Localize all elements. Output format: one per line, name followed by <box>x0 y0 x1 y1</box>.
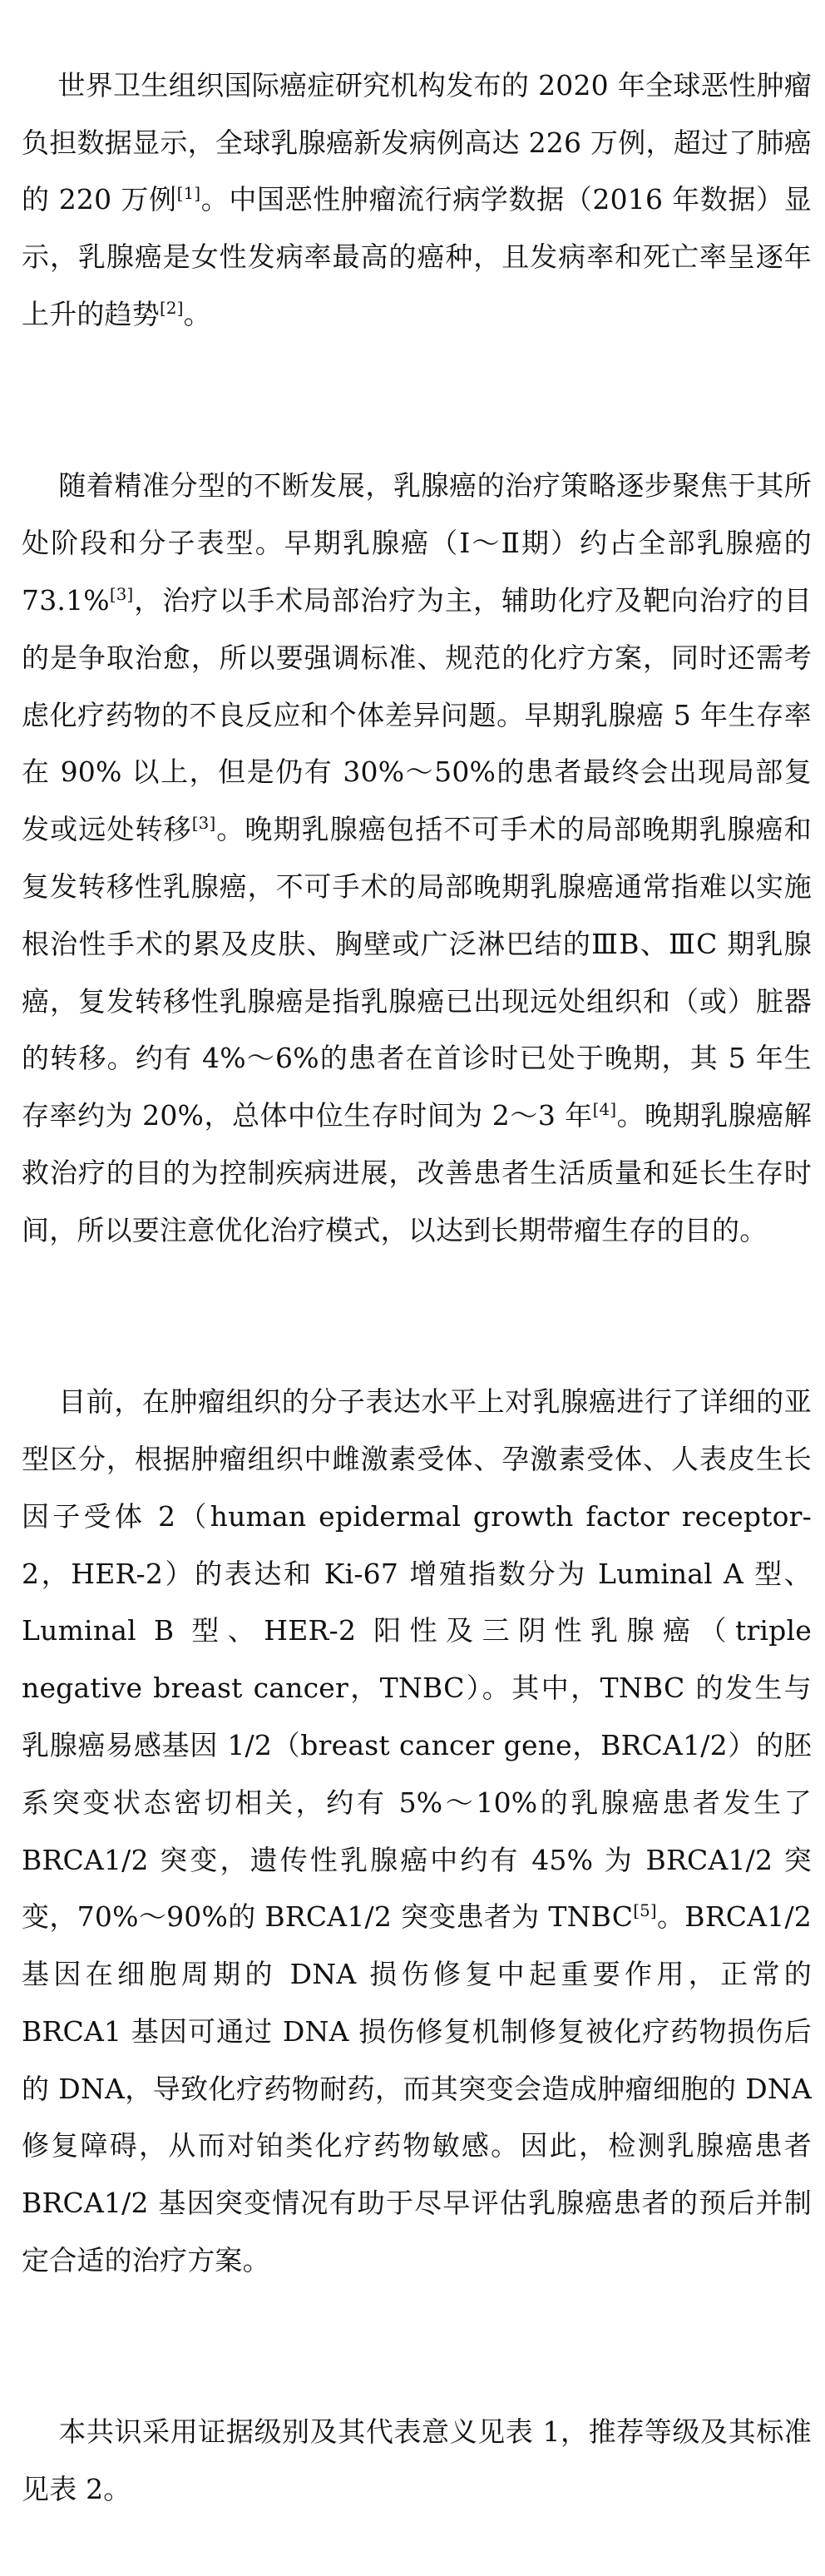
citation: [1] <box>176 184 201 204</box>
text-run: 随着精准分型的不断发展，乳腺癌的治疗策略逐步聚焦于其所处阶段和分子表型。早期乳腺癌（Ⅰ～Ⅱ期）约占全部乳腺癌的 73.1% <box>22 469 821 617</box>
text-run: 。晚期乳腺癌解救治疗的目的为控制疾病进展，改善患者生活质量和延长生存时间，所以要注意优化治疗模式，以达到长期带瘤生存的目的。 <box>22 1099 813 1246</box>
text-run: 。中国恶性肿瘤流行病学数据（2016 年数据）显示，乳腺癌是女性发病率最高的癌种，且发病率和死亡率呈逐年上升的趋势 <box>22 183 812 330</box>
citation: [2] <box>160 298 184 318</box>
text-run: 本共识采用证据级别及其代表意义见表 1，推荐等级及其标准见表 2。 <box>22 2415 812 2506</box>
citation: [3] <box>109 584 134 604</box>
citation: [4] <box>592 1100 617 1120</box>
text-run: 。BRCA1/2 基因在细胞周期的 DNA 损伤修复中起重要作用，正常的 BRCA1 基因可通过 DNA 损伤修复机制修复被化疗药物损伤后的 DNA，导致化疗药物耐药，而其突变会造成肿瘤细胞的 DNA 修复障碍，从而对铂类化疗药物敏感。因此，检测乳腺癌患者 BRCA1/2 基因突变情况有助于尽早评估乳腺癌患者的预后并制定合适的治疗方案。 <box>22 1900 821 2277</box>
text-run: 。 <box>183 297 211 330</box>
paragraph-3 <box>22 1316 821 2346</box>
text-run: 。晚期乳腺癌包括不可手术的局部晚期乳腺癌和复发转移性乳腺癌，不可手术的局部晚期乳腺癌通常指难以实施根治性手术的累及皮肤、胸壁或广泛淋巴结的ⅢB、ⅢC 期乳腺癌，复发转移性乳腺癌是指乳腺癌已出现远处组织和（或）脏器的转移。约有 4%～6%的患者在首诊时已处于晚期，其 5 年生存率约为 20%，总体中位生存时间为 2～3 年 <box>22 813 812 1132</box>
text-run: 世界卫生组织国际癌症研究机构发布的 2020 年全球恶性肿瘤负担数据显示，全球乳腺癌新发病例高达 226 万例，超过了肺癌的 220 万例 <box>22 68 812 216</box>
text-run: 目前，在肿瘤组织的分子表达水平上对乳腺癌进行了详细的亚型区分，根据肿瘤组织中雌激素受体、孕激素受体、人表皮生长因子受体 2（human epidermal growth factor receptor-2，HER-2）的表达和 Ki-67 增殖指数分为 Luminal A 型、Luminal B 型、HER-2 阳性及三阴性乳腺癌（triple negative breast cancer，TNBC）。其中，TNBC 的发生与乳腺癌易感基因 1/2（breast cancer gene，BRCA1/2）的胚系突变状态密切相关，约有 5%～10%的乳腺癌患者发生了 BRCA1/2 突变，遗传性乳腺癌中约有 45% 为 BRCA1/2 突变，70%～90%的 BRCA1/2 突变患者为 TNBC <box>22 1385 821 1934</box>
text-run: ，治疗以手术局部治疗为主，辅助化疗及靶向治疗的目的是争取治愈，所以要强调标准、规范的化疗方案，同时还需考虑化疗药物的不良反应和个体差异问题。早期乳腺癌 5 年生存率在 90% 以上，但是仍有 30%～50%的患者最终会出现局部复发或远处转移 <box>22 583 812 846</box>
paragraph-4 <box>22 2347 812 2576</box>
citation: [5] <box>633 1901 657 1921</box>
paragraph-2 <box>22 401 821 1317</box>
citation: [3] <box>191 814 216 834</box>
paragraph-1 <box>22 0 812 401</box>
